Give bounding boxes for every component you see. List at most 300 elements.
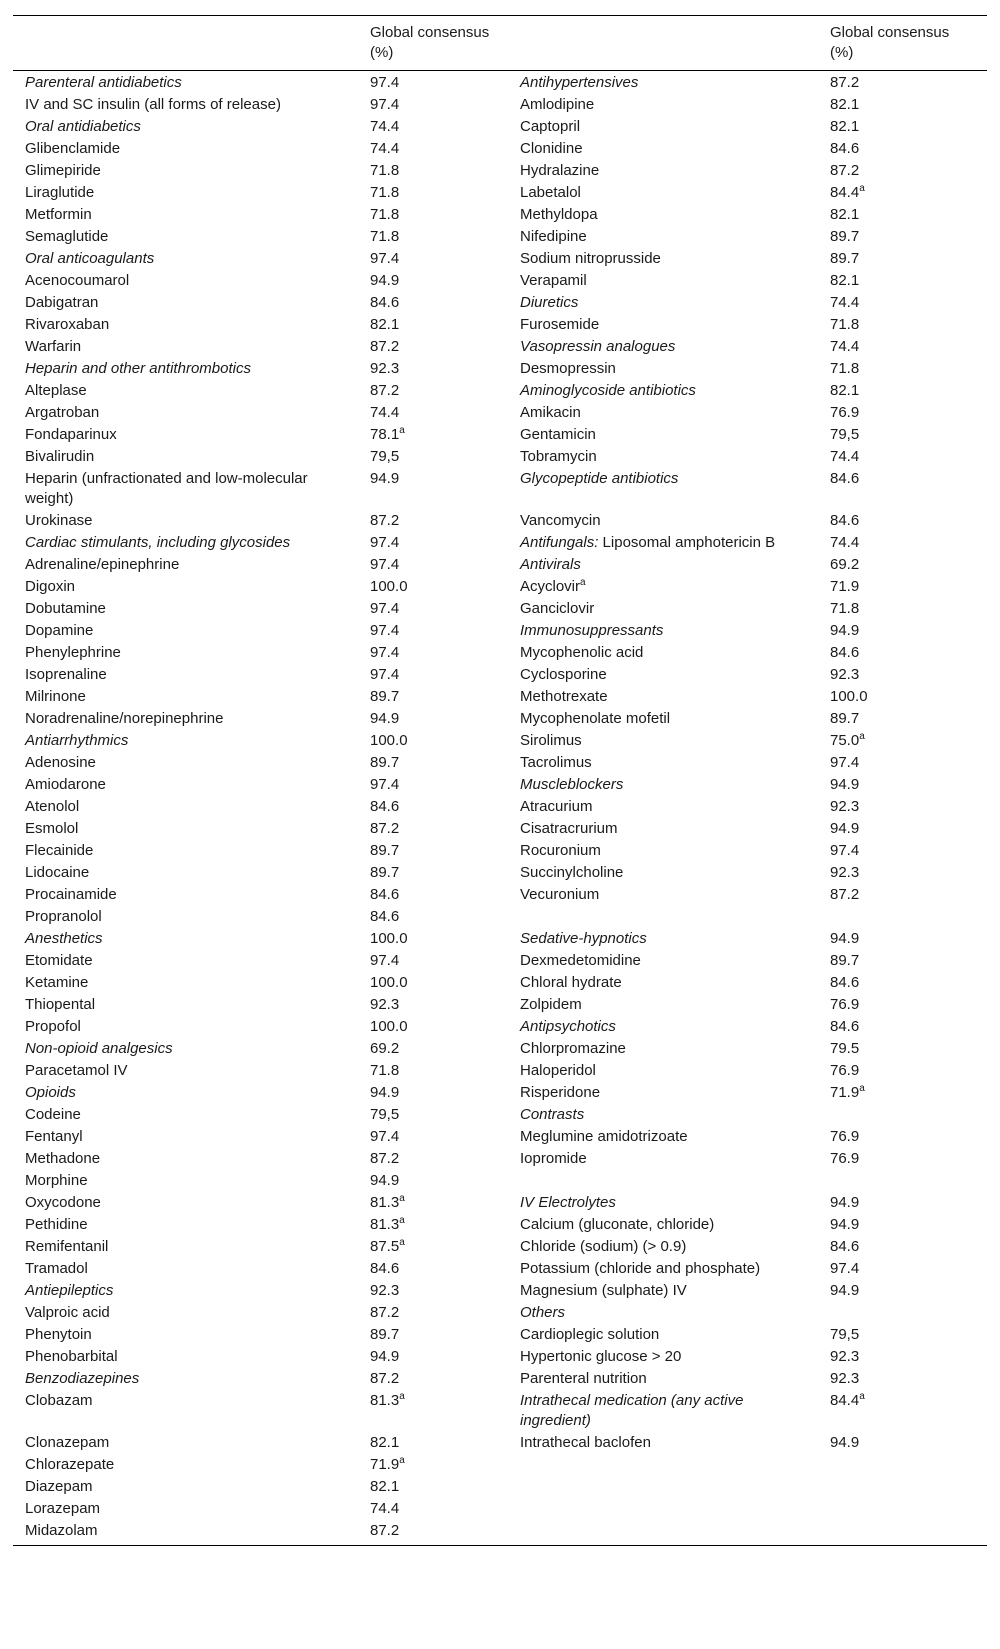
- consensus-value-left: [358, 1498, 508, 1520]
- drug-name-right: [508, 1324, 818, 1346]
- drug-label: 97.4: [370, 74, 400, 91]
- drug-label: 87.2: [370, 1304, 400, 1321]
- drug-name-right: [508, 1060, 818, 1082]
- drug-label: 74.4: [830, 294, 860, 311]
- consensus-value-right: [818, 1302, 987, 1324]
- drug-label: Glimepiride: [25, 162, 101, 179]
- drug-name-right: [508, 708, 818, 730]
- drug-label: 87.5: [370, 1238, 400, 1255]
- drug-label: 92.3: [830, 1348, 860, 1365]
- drug-label: 100.0: [370, 974, 408, 991]
- drug-label: Methyldopa: [520, 206, 598, 223]
- drug-label: Cisatracrurium: [520, 820, 618, 837]
- table-row: [13, 994, 987, 1016]
- drug-label: Milrinone: [25, 688, 86, 705]
- drug-label: Atenolol: [25, 798, 80, 815]
- drug-name-right: [508, 994, 818, 1016]
- category-label: Glycopeptide antibiotics: [520, 470, 679, 487]
- consensus-value-left: [358, 160, 508, 182]
- drug-label: Adrenaline/epinephrine: [25, 556, 180, 573]
- drug-label: Acenocoumarol: [25, 272, 130, 289]
- drug-label: Procainamide: [25, 886, 117, 903]
- drug-label: 84.4: [830, 1392, 860, 1409]
- drug-name-right: [508, 402, 818, 424]
- table-row: [13, 1476, 987, 1498]
- drug-label: 84.6: [830, 644, 860, 661]
- consensus-value-right: [818, 1192, 987, 1214]
- drug-label: Esmolol: [25, 820, 79, 837]
- drug-label: Metformin: [25, 206, 92, 223]
- drug-name-left: [13, 1324, 358, 1346]
- drug-name-left: [13, 1192, 358, 1214]
- drug-label: 74.4: [830, 448, 860, 465]
- drug-label: 71.8: [830, 316, 860, 333]
- drug-name-left: [13, 532, 358, 554]
- drug-label: 97.4: [830, 1260, 860, 1277]
- consensus-value-left: [358, 1280, 508, 1302]
- drug-name-right: [508, 818, 818, 840]
- drug-label: 100.0: [370, 732, 408, 749]
- table-row: [13, 532, 987, 554]
- drug-name-left: [13, 1280, 358, 1302]
- drug-label: Oxycodone: [25, 1194, 101, 1211]
- drug-label: 74.4: [370, 140, 400, 157]
- drug-name-right: [508, 752, 818, 774]
- drug-name-left: [13, 664, 358, 686]
- category-label: Opioids: [25, 1084, 76, 1101]
- drug-label: Risperidone: [520, 1084, 601, 1101]
- category-label: Intrathecal medication (any active ingredient): [520, 1392, 744, 1429]
- consensus-value-right: [818, 380, 987, 402]
- table-row: [13, 1520, 987, 1546]
- drug-name-right: [508, 730, 818, 752]
- drug-label: 92.3: [830, 1370, 860, 1387]
- drug-name-right: [508, 71, 818, 95]
- drug-label: 74.4: [370, 118, 400, 135]
- drug-label: Remifentanil: [25, 1238, 109, 1255]
- category-label: Heparin and other antithrombotics: [25, 360, 251, 377]
- table-row: [13, 1324, 987, 1346]
- drug-label: Magnesium (sulphate) IV: [520, 1282, 687, 1299]
- consensus-value-left: [358, 1476, 508, 1498]
- category-label: Contrasts: [520, 1106, 585, 1123]
- drug-label: Methotrexate: [520, 688, 608, 705]
- consensus-value-right: [818, 182, 987, 204]
- category-label: Benzodiazepines: [25, 1370, 140, 1387]
- table-header-row: [13, 16, 987, 71]
- drug-name-right: [508, 840, 818, 862]
- consensus-value-left: [358, 380, 508, 402]
- drug-label: 79,5: [370, 448, 400, 465]
- drug-label: Succinylcholine: [520, 864, 624, 881]
- drug-name-left: [13, 642, 358, 664]
- drug-label: 71.9: [830, 1084, 860, 1101]
- drug-label: 94.9: [830, 930, 860, 947]
- consensus-value-left: [358, 1192, 508, 1214]
- drug-label: 79.5: [830, 1040, 860, 1057]
- consensus-value-left: [358, 928, 508, 950]
- drug-label: 94.9: [370, 1172, 400, 1189]
- drug-label: Rivaroxaban: [25, 316, 110, 333]
- drug-name-left: [13, 380, 358, 402]
- drug-label: 94.9: [370, 710, 400, 727]
- drug-name-right: [508, 1302, 818, 1324]
- consensus-value-left: [358, 642, 508, 664]
- drug-label: 71.8: [370, 228, 400, 245]
- drug-label: Vancomycin: [520, 512, 601, 529]
- consensus-value-right: [818, 1060, 987, 1082]
- consensus-value-left: [358, 248, 508, 270]
- drug-name-right: [508, 928, 818, 950]
- drug-label: 75.0: [830, 732, 860, 749]
- header-drug-left: [13, 16, 358, 71]
- drug-label: 87.2: [370, 512, 400, 529]
- drug-label: Digoxin: [25, 578, 76, 595]
- table-row: [13, 1148, 987, 1170]
- drug-name-right: [508, 116, 818, 138]
- consensus-value-right: [818, 598, 987, 620]
- drug-name-right: [508, 1280, 818, 1302]
- drug-label: 71.8: [370, 162, 400, 179]
- consensus-value-right: [818, 71, 987, 95]
- drug-label: 79,5: [830, 1326, 860, 1343]
- drug-label: 74.4: [370, 404, 400, 421]
- footnote-marker: a: [859, 731, 865, 742]
- drug-label: 89.7: [830, 250, 860, 267]
- drug-name-right: [508, 94, 818, 116]
- drug-label: 97.4: [370, 1128, 400, 1145]
- drug-label: 97.4: [370, 96, 400, 113]
- drug-label: Calcium (gluconate, chloride): [520, 1216, 715, 1233]
- drug-label: Diazepam: [25, 1478, 93, 1495]
- table-row: [13, 708, 987, 730]
- drug-label: Dexmedetomidine: [520, 952, 641, 969]
- consensus-value-left: [358, 1214, 508, 1236]
- drug-name-left: [13, 1126, 358, 1148]
- table-row: [13, 1346, 987, 1368]
- drug-name-left: [13, 840, 358, 862]
- drug-label: Etomidate: [25, 952, 93, 969]
- footnote-marker: a: [399, 1193, 405, 1204]
- drug-name-left: [13, 730, 358, 752]
- consensus-value-left: [358, 752, 508, 774]
- drug-label: Liposomal amphotericin B: [598, 534, 776, 551]
- drug-name-right: [508, 1126, 818, 1148]
- drug-name-left: [13, 446, 358, 468]
- drug-label: 82.1: [370, 316, 400, 333]
- table-row: [13, 1016, 987, 1038]
- drug-label: 89.7: [830, 710, 860, 727]
- drug-name-left: [13, 292, 358, 314]
- drug-name-left: [13, 1236, 358, 1258]
- drug-label: Acyclovir: [520, 578, 581, 595]
- consensus-value-right: [818, 424, 987, 446]
- drug-name-left: [13, 1346, 358, 1368]
- drug-label: 71.8: [370, 206, 400, 223]
- drug-label: 74.4: [370, 1500, 400, 1517]
- consensus-value-right: [818, 446, 987, 468]
- drug-label: Nifedipine: [520, 228, 587, 245]
- drug-label: 76.9: [830, 1062, 860, 1079]
- consensus-value-left: [358, 314, 508, 336]
- consensus-value-right: [818, 686, 987, 708]
- drug-label: Meglumine amidotrizoate: [520, 1128, 688, 1145]
- drug-name-left: [13, 752, 358, 774]
- drug-name-right: [508, 1170, 818, 1192]
- table-row: [13, 1170, 987, 1192]
- drug-name-left: [13, 686, 358, 708]
- drug-name-left: [13, 116, 358, 138]
- drug-name-left: [13, 182, 358, 204]
- consensus-value-right: [818, 248, 987, 270]
- drug-label: 87.2: [830, 886, 860, 903]
- header-consensus-right: Global consensus (%): [830, 24, 950, 61]
- table-row: [13, 1236, 987, 1258]
- drug-label: 71.9: [370, 1456, 400, 1473]
- drug-label: Clonazepam: [25, 1434, 110, 1451]
- table-row: [13, 906, 987, 928]
- consensus-value-right: [818, 160, 987, 182]
- consensus-value-right: [818, 532, 987, 554]
- table-row: [13, 402, 987, 424]
- drug-label: 97.4: [830, 842, 860, 859]
- drug-label: 97.4: [830, 754, 860, 771]
- drug-label: Warfarin: [25, 338, 82, 355]
- drug-name-right: [508, 1258, 818, 1280]
- drug-label: Fondaparinux: [25, 426, 117, 443]
- drug-label: 97.4: [370, 952, 400, 969]
- table-row: [13, 1104, 987, 1126]
- consensus-value-right: [818, 1454, 987, 1476]
- consensus-value-right: [818, 138, 987, 160]
- drug-label: 82.1: [830, 272, 860, 289]
- consensus-value-right: [818, 928, 987, 950]
- consensus-value-left: [358, 226, 508, 248]
- table-row: [13, 1390, 987, 1432]
- drug-label: 87.2: [370, 1150, 400, 1167]
- consensus-value-left: [358, 1148, 508, 1170]
- drug-label: Noradrenaline/norepinephrine: [25, 710, 224, 727]
- consensus-value-right: [818, 1520, 987, 1546]
- drug-label: Phenobarbital: [25, 1348, 118, 1365]
- drug-label: 92.3: [830, 666, 860, 683]
- consensus-value-left: [358, 292, 508, 314]
- drug-name-left: [13, 906, 358, 928]
- category-prefix: Antifungals:: [520, 534, 599, 551]
- drug-name-left: [13, 1520, 358, 1546]
- consensus-value-left: [358, 796, 508, 818]
- consensus-value-left: [358, 204, 508, 226]
- consensus-value-left: [358, 532, 508, 554]
- drug-label: 94.9: [830, 776, 860, 793]
- drug-label: 92.3: [830, 864, 860, 881]
- drug-name-left: [13, 620, 358, 642]
- category-label: Parenteral antidiabetics: [25, 74, 182, 91]
- consensus-value-left: [358, 686, 508, 708]
- consensus-value-left: [358, 424, 508, 446]
- drug-name-right: [508, 226, 818, 248]
- drug-label: 84.6: [830, 470, 860, 487]
- consensus-value-right: [818, 642, 987, 664]
- drug-label: 71.8: [370, 1062, 400, 1079]
- drug-label: Cyclosporine: [520, 666, 607, 683]
- consensus-value-right: [818, 774, 987, 796]
- drug-label: 69.2: [370, 1040, 400, 1057]
- consensus-value-right: [818, 94, 987, 116]
- drug-label: 87.2: [370, 382, 400, 399]
- consensus-value-right: [818, 314, 987, 336]
- consensus-value-right: [818, 1082, 987, 1104]
- table-row: [13, 730, 987, 752]
- drug-name-left: [13, 1368, 358, 1390]
- drug-label: Methadone: [25, 1150, 101, 1167]
- drug-name-left: [13, 1060, 358, 1082]
- drug-label: Clobazam: [25, 1392, 93, 1409]
- drug-label: Ketamine: [25, 974, 89, 991]
- consensus-value-right: [818, 1126, 987, 1148]
- drug-name-right: [508, 620, 818, 642]
- drug-label: 81.3: [370, 1392, 400, 1409]
- consensus-value-right: [818, 576, 987, 598]
- consensus-value-right: [818, 1258, 987, 1280]
- drug-label: 74.4: [830, 338, 860, 355]
- drug-name-right: [508, 1082, 818, 1104]
- category-label: Muscleblockers: [520, 776, 624, 793]
- consensus-value-right: [818, 884, 987, 906]
- drug-label: 89.7: [830, 952, 860, 969]
- table-row: [13, 796, 987, 818]
- drug-label: 89.7: [370, 688, 400, 705]
- consensus-value-left: [358, 468, 508, 510]
- table-row: [13, 1368, 987, 1390]
- drug-name-right: [508, 532, 818, 554]
- drug-label: 89.7: [370, 864, 400, 881]
- drug-label: Urokinase: [25, 512, 93, 529]
- drug-label: 89.7: [370, 1326, 400, 1343]
- table-row: [13, 620, 987, 642]
- drug-label: Sodium nitroprusside: [520, 250, 661, 267]
- drug-name-left: [13, 818, 358, 840]
- consensus-value-right: [818, 468, 987, 510]
- consensus-value-left: [358, 1346, 508, 1368]
- table-row: [13, 446, 987, 468]
- table-row: [13, 336, 987, 358]
- drug-label: Codeine: [25, 1106, 81, 1123]
- drug-name-left: [13, 424, 358, 446]
- drug-name-left: [13, 1476, 358, 1498]
- consensus-value-left: [358, 774, 508, 796]
- drug-label: Verapamil: [520, 272, 587, 289]
- drug-label: Captopril: [520, 118, 581, 135]
- consensus-value-left: [358, 1258, 508, 1280]
- table-row: [13, 928, 987, 950]
- consensus-value-right: [818, 840, 987, 862]
- table-row: [13, 510, 987, 532]
- consensus-value-right: [818, 1280, 987, 1302]
- drug-label: Isoprenaline: [25, 666, 107, 683]
- drug-label: Chloral hydrate: [520, 974, 622, 991]
- drug-label: 82.1: [370, 1434, 400, 1451]
- consensus-value-right: [818, 862, 987, 884]
- drug-label: Atracurium: [520, 798, 593, 815]
- drug-label: 89.7: [830, 228, 860, 245]
- consensus-value-left: [358, 510, 508, 532]
- drug-name-left: [13, 1302, 358, 1324]
- table-row: [13, 576, 987, 598]
- category-label: Antihypertensives: [520, 74, 639, 91]
- consensus-value-right: [818, 292, 987, 314]
- drug-label: 94.9: [830, 1434, 860, 1451]
- drug-label: 74.4: [830, 534, 860, 551]
- drug-label: Lorazepam: [25, 1500, 101, 1517]
- drug-label: Dabigatran: [25, 294, 99, 311]
- drug-name-right: [508, 1214, 818, 1236]
- drug-label: Chlorpromazine: [520, 1040, 626, 1057]
- drug-name-left: [13, 1454, 358, 1476]
- drug-label: Intrathecal baclofen: [520, 1434, 651, 1451]
- drug-label: 97.4: [370, 622, 400, 639]
- drug-label: IV and SC insulin (all forms of release): [25, 96, 281, 113]
- footnote-marker: a: [399, 1237, 405, 1248]
- drug-name-left: [13, 358, 358, 380]
- drug-name-right: [508, 1148, 818, 1170]
- consensus-value-left: [358, 1302, 508, 1324]
- table-row: [13, 950, 987, 972]
- table-row: [13, 270, 987, 292]
- drug-name-right: [508, 1498, 818, 1520]
- drug-name-right: [508, 642, 818, 664]
- drug-label: 100.0: [370, 578, 408, 595]
- consensus-value-left: [358, 1432, 508, 1454]
- drug-label: Mycophenolate mofetil: [520, 710, 671, 727]
- drug-name-left: [13, 554, 358, 576]
- consensus-value-right: [818, 752, 987, 774]
- drug-label: Cardioplegic solution: [520, 1326, 660, 1343]
- table-row: [13, 862, 987, 884]
- consensus-value-left: [358, 1126, 508, 1148]
- consensus-value-right: [818, 1170, 987, 1192]
- drug-label: Propofol: [25, 1018, 81, 1035]
- drug-label: 94.9: [830, 820, 860, 837]
- consensus-value-right: [818, 796, 987, 818]
- drug-name-right: [508, 138, 818, 160]
- drug-name-right: [508, 424, 818, 446]
- drug-label: 71.8: [830, 360, 860, 377]
- table-row: [13, 1498, 987, 1520]
- drug-label: 79,5: [830, 426, 860, 443]
- table-row: [13, 1432, 987, 1454]
- category-label: Oral anticoagulants: [25, 250, 155, 267]
- table-body: [13, 71, 987, 1546]
- consensus-value-right: [818, 1432, 987, 1454]
- drug-label: Alteplase: [25, 382, 87, 399]
- drug-label: Iopromide: [520, 1150, 587, 1167]
- drug-name-right: [508, 292, 818, 314]
- consensus-value-right: [818, 1038, 987, 1060]
- table-row: [13, 226, 987, 248]
- drug-label: Lidocaine: [25, 864, 90, 881]
- drug-name-left: [13, 862, 358, 884]
- consensus-value-right: [818, 1368, 987, 1390]
- consensus-value-right: [818, 1104, 987, 1126]
- drug-name-right: [508, 598, 818, 620]
- drug-label: 84.6: [370, 1260, 400, 1277]
- category-label: IV Electrolytes: [520, 1194, 616, 1211]
- drug-name-left: [13, 1148, 358, 1170]
- drug-label: Hypertonic glucose > 20: [520, 1348, 682, 1365]
- drug-name-left: [13, 510, 358, 532]
- drug-label: Propranolol: [25, 908, 102, 925]
